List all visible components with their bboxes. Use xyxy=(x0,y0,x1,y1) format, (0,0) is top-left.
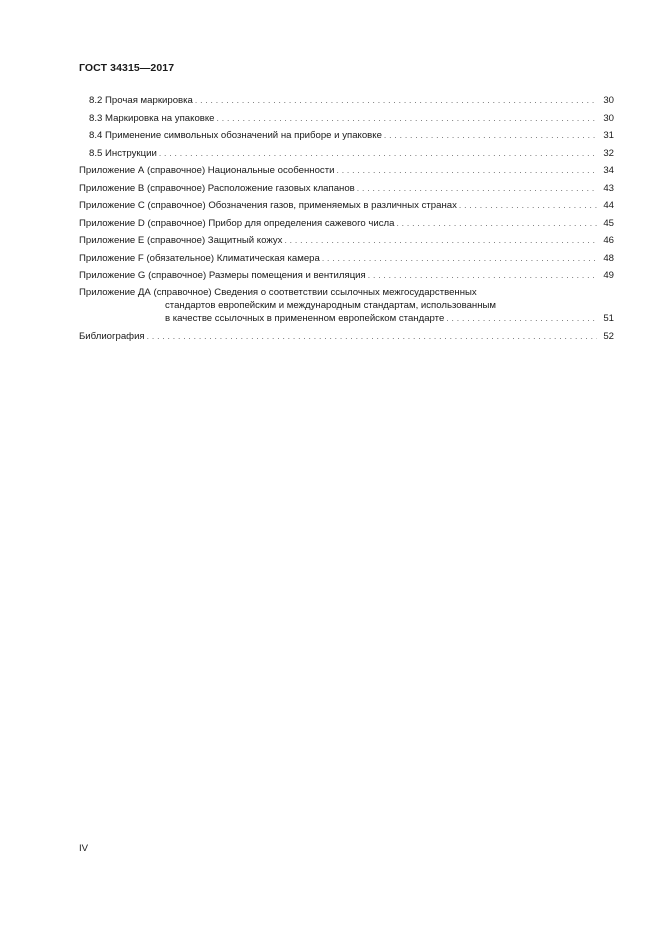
dot-leader xyxy=(459,197,597,214)
toc-entry-annex-e[interactable] xyxy=(79,232,614,250)
toc-entry-title: Приложение G (справочное) Размеры помещения и вентиляция xyxy=(79,268,368,285)
dot-leader xyxy=(217,110,597,127)
toc-entry-title: 8.5 Инструкции xyxy=(89,146,159,163)
dot-leader xyxy=(368,267,597,284)
dot-leader xyxy=(336,162,597,179)
toc-entry-page: 43 xyxy=(603,182,614,194)
toc-entry-page: 48 xyxy=(603,252,614,264)
toc-entry-title: 8.3 Маркировка на упаковке xyxy=(89,111,217,128)
toc-entry-title: Приложение Е (справочное) Защитный кожух xyxy=(79,233,284,250)
toc-entry-annex-c[interactable] xyxy=(79,197,614,215)
table-of-contents xyxy=(79,92,614,345)
toc-entry-annex-f[interactable] xyxy=(79,250,614,268)
toc-entry-title: Приложение D (справочное) Прибор для определения сажевого числа xyxy=(79,216,396,233)
toc-entry-title: Приложение А (справочное) Национальные особенности xyxy=(79,163,336,180)
toc-entry-title-line2: стандартов европейским и международным стандартам, использованным xyxy=(165,299,497,311)
dot-leader xyxy=(396,215,597,232)
toc-entry-8-2[interactable] xyxy=(79,92,614,110)
toc-entry-page: 49 xyxy=(603,270,614,281)
dot-leader xyxy=(284,232,597,249)
dot-leader xyxy=(147,328,597,345)
toc-entry-page: 46 xyxy=(603,235,614,246)
toc-entry-title: Приложение В (справочное) Расположение газовых клапанов xyxy=(79,181,357,198)
dot-leader xyxy=(159,145,597,162)
dot-leader xyxy=(322,250,597,267)
toc-entry-page: 30 xyxy=(603,112,614,124)
toc-entry-annex-da[interactable] xyxy=(79,286,614,325)
toc-entry-page: 34 xyxy=(603,165,614,176)
dot-leader xyxy=(446,312,597,325)
toc-entry-page: 32 xyxy=(603,147,614,159)
toc-entry-page: 52 xyxy=(603,330,614,342)
toc-entry-page: 44 xyxy=(603,200,614,211)
toc-entry-page: 31 xyxy=(603,130,614,141)
toc-entry-title: Библиография xyxy=(79,329,147,346)
dot-leader xyxy=(357,180,597,197)
toc-entry-8-4[interactable] xyxy=(79,127,614,145)
toc-entry-annex-d[interactable] xyxy=(79,215,614,233)
toc-entry-page: 45 xyxy=(603,217,614,229)
toc-entry-page: 51 xyxy=(603,312,614,324)
toc-entry-title: 8.4 Применение символьных обозначений на приборе и упаковке xyxy=(89,128,384,145)
toc-entry-annex-a[interactable] xyxy=(79,162,614,180)
toc-entry-8-5[interactable] xyxy=(79,145,614,163)
document-header-id: ГОСТ 34315—2017 xyxy=(79,62,175,74)
toc-entry-page: 30 xyxy=(603,95,614,106)
toc-entry-title: Приложение С (справочное) Обозначения газов, применяемых в различных странах xyxy=(79,198,459,215)
dot-leader xyxy=(195,92,597,109)
toc-entry-title-line3-row xyxy=(79,312,614,325)
toc-entry-bibliography[interactable] xyxy=(79,328,614,346)
toc-entry-8-3[interactable] xyxy=(79,110,614,128)
dot-leader xyxy=(384,127,597,144)
toc-entry-title: Приложение F (обязательное) Климатическая камера xyxy=(79,251,322,268)
toc-entry-annex-g[interactable] xyxy=(79,267,614,285)
toc-entry-title-line3: в качестве ссылочных в примененном европейском стандарте xyxy=(165,312,445,324)
page-number: IV xyxy=(79,843,89,854)
toc-entry-title-line1: Приложение ДА (справочное) Сведения о соответствии ссылочных межгосударственных xyxy=(79,286,477,298)
toc-entry-title: 8.2 Прочая маркировка xyxy=(89,93,195,110)
toc-entry-annex-b[interactable] xyxy=(79,180,614,198)
